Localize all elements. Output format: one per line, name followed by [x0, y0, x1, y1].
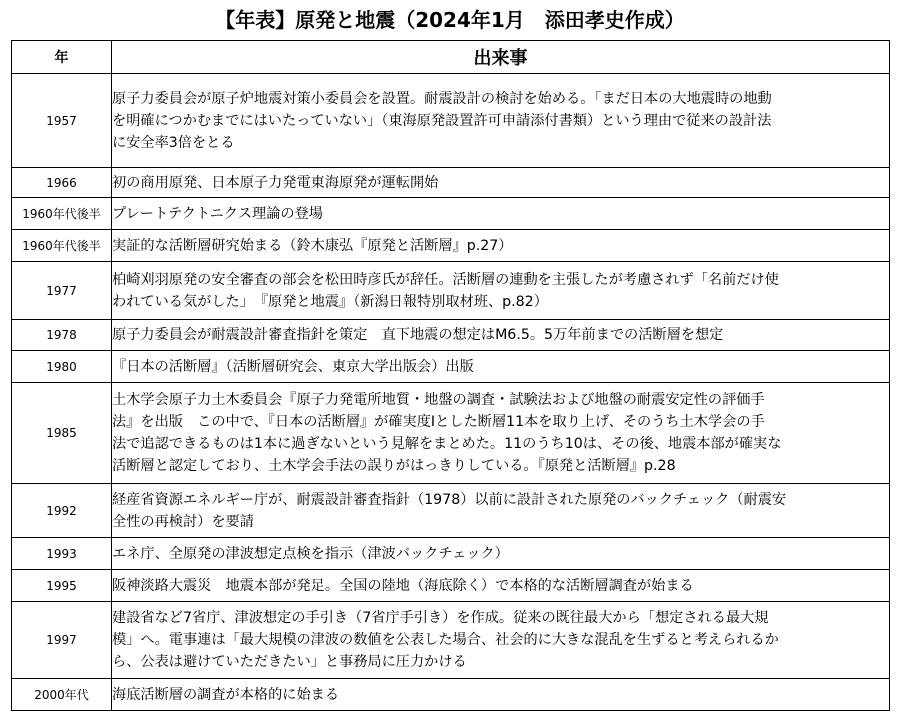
event-cell: 建設省など7省庁、津波想定の手引き（7省庁手引き）を作成。従来の既往最大から「想定される最大規 模」へ。電事連は「最大規模の津波の数値を公表した場合、社会的に大きな混乱を生ずると考えられるか ら、公表は避けていただきたい」と事務局に圧力かける: [112, 602, 890, 679]
event-cell: 原子力委員会が原子炉地震対策小委員会を設置。耐震設計の検討を始める。「まだ日本の大地震時の地動 を明確につかむまでにはいたっていない」（東海原発設置許可申請添付書類）という理由で従来の設計法 に安全率3倍をとる: [112, 74, 890, 168]
event-cell: 阪神淡路大震災 地震本部が発足。全国の陸地（海底除く）で本格的な活断層調査が始まる: [112, 570, 890, 602]
table-row: [12, 538, 890, 570]
year-cell: 1993: [12, 538, 112, 570]
table-row: [12, 679, 890, 711]
table-row: [12, 230, 890, 262]
event-cell: 『日本の活断層』（活断層研究会、東京大学出版会）出版: [112, 351, 890, 383]
page-title: 【年表】原発と地震（2024年1月 添田孝史作成）: [215, 8, 685, 32]
event-cell: 経産省資源エネルギー庁が、耐震設計審査指針（1978）以前に設計された原発のバックチェック（耐震安 全性の再検討）を要請: [112, 484, 890, 538]
year-cell: 1980: [12, 351, 112, 383]
table-row: [12, 74, 890, 168]
year-cell: 1997: [12, 602, 112, 679]
year-cell: 2000年代: [12, 679, 112, 711]
year-cell: 1966: [12, 168, 112, 198]
year-cell: 1978: [12, 320, 112, 351]
table-row: [12, 570, 890, 602]
year-cell: 1960年代後半: [12, 198, 112, 230]
event-cell: 実証的な活断層研究始まる（鈴木康弘『原発と活断層』p.27）: [112, 230, 890, 262]
event-cell: 柏崎刈羽原発の安全審査の部会を松田時彦氏が辞任。活断層の連動を主張したが考慮されず「名前だけ使 われている気がした」 『原発と地震』（新潟日報特別取材班、p.82）: [112, 262, 890, 320]
table-row: [12, 168, 890, 198]
year-cell: 1992: [12, 484, 112, 538]
table-row: [12, 484, 890, 538]
table-row: [12, 198, 890, 230]
table-row: [12, 602, 890, 679]
table-row: [12, 383, 890, 484]
year-cell: 1977: [12, 262, 112, 320]
table-row: [12, 262, 890, 320]
event-cell: 海底活断層の調査が本格的に始まる: [112, 679, 890, 711]
year-cell: 1985: [12, 383, 112, 484]
header-row: [12, 41, 890, 74]
event-cell: 原子力委員会が耐震設計審査指針を策定 直下地震の想定はM6.5。5万年前までの活断層を想定: [112, 320, 890, 351]
column-header-year: 年: [12, 41, 112, 74]
column-header-event: 出来事: [112, 41, 890, 74]
event-cell: プレートテクトニクス理論の登場: [112, 198, 890, 230]
event-cell: 初の商用原発、日本原子力発電東海原発が運転開始: [112, 168, 890, 198]
table-row: [12, 320, 890, 351]
timeline-table: [11, 40, 890, 711]
event-cell: エネ庁、全原発の津波想定点検を指示（津波バックチェック）: [112, 538, 890, 570]
year-cell: 1957: [12, 74, 112, 168]
year-cell: 1960年代後半: [12, 230, 112, 262]
table-row: [12, 351, 890, 383]
year-cell: 1995: [12, 570, 112, 602]
event-cell: 土木学会原子力土木委員会『原子力発電所地質・地盤の調査・試験法および地盤の耐震安定性の評価手 法』を出版 この中で、『日本の活断層』が確実度Ⅰとした断層11本を取り上げ、そのうち土木学会の手 法で追認できるものは1本に過ぎないという見解をまとめた。11のうち10は、その後、地震本部が確実な 活断層と認定しており、土木学会手法の誤りがはっきりしている。『原発と活断層』p.28: [112, 383, 890, 484]
